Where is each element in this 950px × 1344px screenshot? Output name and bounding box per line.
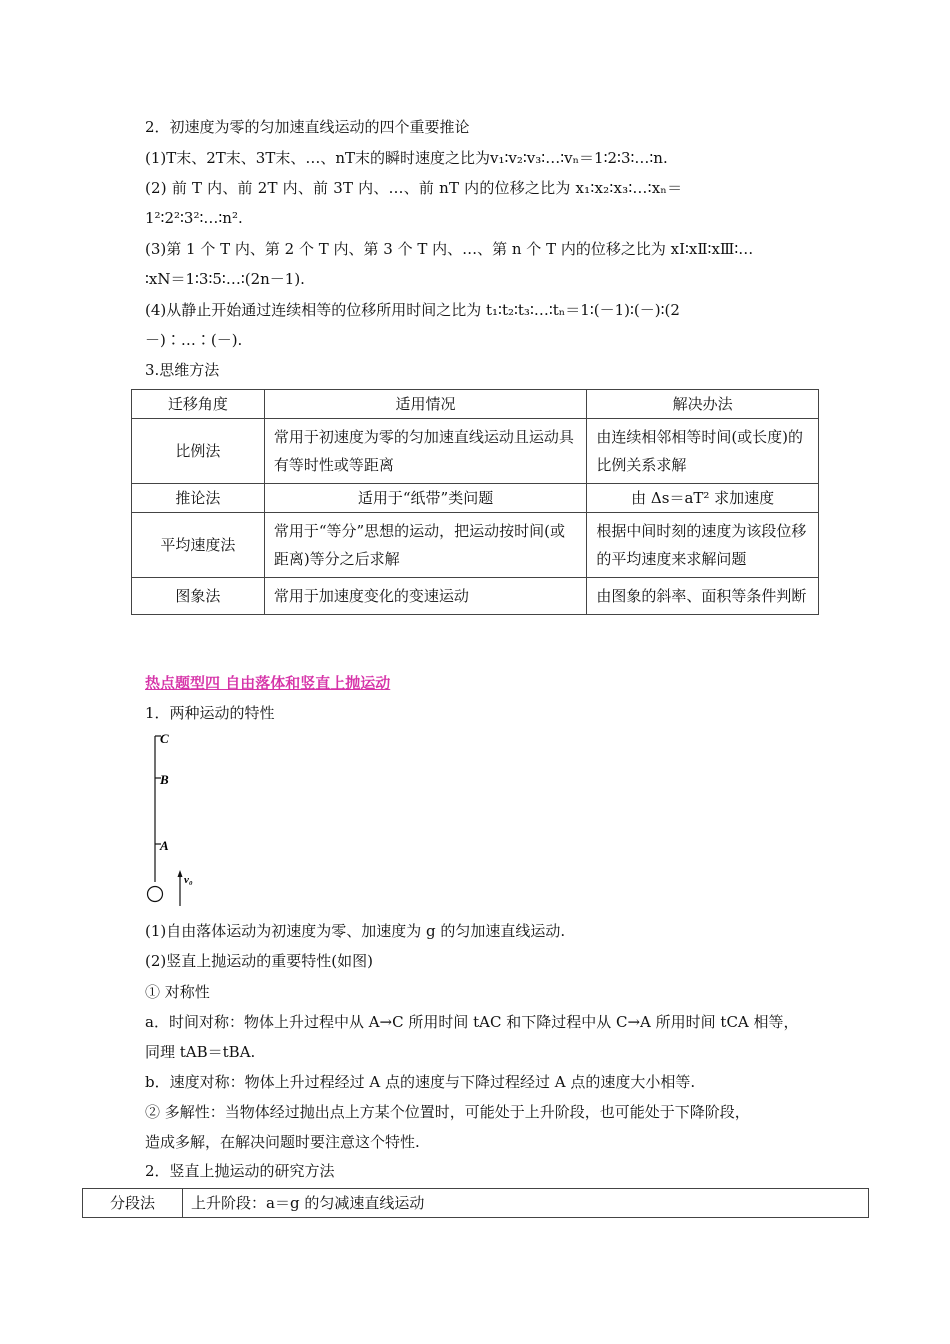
method-name: 图象法 <box>132 578 265 615</box>
label-b: B <box>160 772 169 787</box>
vertical-throw-desc: (2)竖直上抛运动的重要特性(如图) <box>145 952 373 970</box>
method-name: 推论法 <box>132 484 265 513</box>
method-solution: 由图象的斜率、面积等条件判断 <box>587 578 819 615</box>
inference-4a: (4)从静止开始通过连续相等的位移所用时间之比为 t₁∶t₂∶t₃∶…∶tₙ＝1∶(－1)∶(－)∶(2 <box>145 301 680 319</box>
header-cell: 适用情况 <box>264 390 587 419</box>
subsection-1-title: 1．两种运动的特性 <box>145 704 275 722</box>
table-row <box>132 484 819 513</box>
table-header-row <box>132 390 819 419</box>
velocity-symmetry: b．速度对称：物体上升过程经过 A 点的速度与下降过程经过 A 点的速度大小相等. <box>145 1073 696 1091</box>
method-name: 比例法 <box>132 419 265 484</box>
symmetry-title: ① 对称性 <box>145 983 210 1001</box>
hot-topic-heading: 热点题型四 自由落体和竖直上抛运动 <box>145 674 391 692</box>
inference-2b: 1²∶2²∶3²∶…∶n². <box>145 209 243 227</box>
table-row <box>83 1189 869 1218</box>
research-method-table <box>82 1188 869 1218</box>
arrowhead-icon <box>178 870 183 877</box>
header-cell: 解决办法 <box>587 390 819 419</box>
multi-solution-a: ② 多解性：当物体经过抛出点上方某个位置时，可能处于上升阶段，也可能处于下降阶段， <box>145 1103 750 1121</box>
method-scope: 常用于“等分”思想的运动，把运动按时间(或距离)等分之后求解 <box>264 513 587 578</box>
free-fall-desc: (1)自由落体运动为初速度为零、加速度为 g 的匀加速直线运动. <box>145 922 566 940</box>
label-v0: v₀ <box>184 874 193 886</box>
inference-3b: ∶xN＝1∶3∶5∶…∶(2n－1). <box>145 270 305 288</box>
method-solution: 根据中间时刻的速度为该段位移的平均速度来求解问题 <box>587 513 819 578</box>
method-name: 平均速度法 <box>132 513 265 578</box>
inference-3a: (3)第 1 个 T 内、第 2 个 T 内、第 3 个 T 内、…、第 n 个 T 内的位移之比为 xⅠ∶xⅡ∶xⅢ∶… <box>145 240 754 258</box>
table-row <box>132 419 819 484</box>
method-scope: 适用于“纸带”类问题 <box>264 484 587 513</box>
vertical-throw-diagram <box>140 730 220 910</box>
header-cell: 迁移角度 <box>132 390 265 419</box>
method-scope: 常用于加速度变化的变速运动 <box>264 578 587 615</box>
ball-icon <box>148 887 163 902</box>
table-row <box>132 578 819 615</box>
inference-4b: －)∶…∶(－). <box>145 331 243 349</box>
section-3-title: 3.思维方法 <box>145 361 220 379</box>
subsection-2-title: 2．竖直上抛运动的研究方法 <box>145 1162 335 1180</box>
inference-2a: (2) 前 T 内、前 2T 内、前 3T 内、…、前 nT 内的位移之比为 x₁∶x₂∶x₃∶…∶xₙ＝ <box>145 179 683 197</box>
method-label: 分段法 <box>83 1189 183 1218</box>
section-2-title: 2．初速度为零的匀加速直线运动的四个重要推论 <box>145 118 470 136</box>
method-scope: 常用于初速度为零的匀加速直线运动且运动具有等时性或等距离 <box>264 419 587 484</box>
time-symmetry-b: 同理 tAB＝tBA. <box>145 1043 256 1061</box>
label-a: A <box>160 838 169 853</box>
table-row <box>132 513 819 578</box>
multi-solution-b: 造成多解，在解决问题时要注意这个特性. <box>145 1133 420 1151</box>
label-c: C <box>160 731 169 746</box>
inference-1: (1)T末、2T末、3T末、…、nT末的瞬时速度之比为v₁∶v₂∶v₃∶…∶vₙ＝1∶2∶3∶…∶n. <box>145 149 668 167</box>
methods-table <box>131 389 819 615</box>
method-solution: 由 Δs＝aT² 求加速度 <box>587 484 819 513</box>
method-detail: 上升阶段：a＝g 的匀减速直线运动 <box>183 1189 869 1218</box>
time-symmetry-a: a．时间对称：物体上升过程中从 A→C 所用时间 tAC 和下降过程中从 C→A 所用时间 tCA 相等， <box>145 1013 799 1031</box>
method-solution: 由连续相邻相等时间(或长度)的比例关系求解 <box>587 419 819 484</box>
